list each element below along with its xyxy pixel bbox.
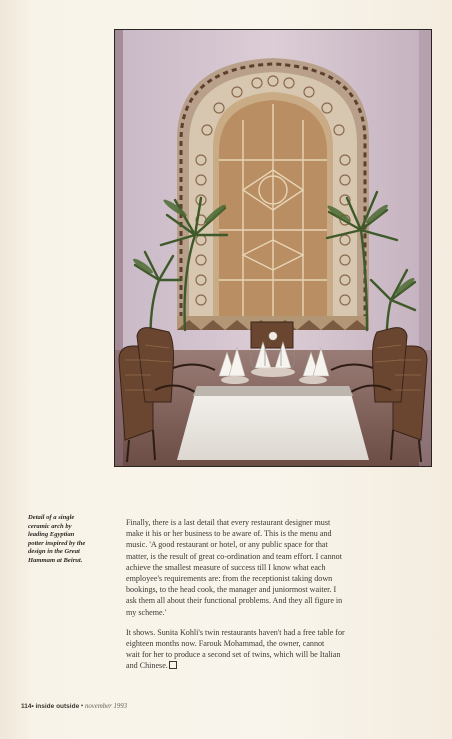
article-paragraph <box>126 517 406 618</box>
text-line: Finally, there is a last detail that every restaurant designer must <box>126 518 331 527</box>
restaurant-photo <box>114 29 432 467</box>
text-line <box>126 660 406 671</box>
text-line: It shows. Sunita Kohli's twin restaurants haven't had a free table for <box>126 627 345 637</box>
text-line: matter, is the result of great co-ordination and team effort. I cannot <box>126 551 342 561</box>
footer-separator: • <box>80 703 84 710</box>
page-footer <box>21 703 127 710</box>
text-line: employee's requirements are: from the receptionist taking down <box>126 574 333 584</box>
page-number: 114 <box>21 703 32 710</box>
caption-line: design in the Great <box>28 548 80 556</box>
issue-date: november 1993 <box>84 703 128 710</box>
text-line: wait for her to produce a second set of twins, which will be Italian <box>126 650 341 660</box>
text-line: bookings, to the head cook, the manager and juniormost waiter. I <box>126 585 337 595</box>
last-line-text: and Chinese. <box>126 661 168 671</box>
footer-separator: • <box>31 703 34 710</box>
caption-line: ceramic arch by <box>28 522 72 530</box>
text-line: my scheme.' <box>126 607 167 617</box>
text-line: make it his or her business to be aware of. This is the menu and <box>126 529 332 539</box>
caption-line: potter inspired by the <box>28 539 86 547</box>
text-line: eighteen months now. Farouk Mohammad, the owner, cannot <box>126 639 325 649</box>
article-body <box>126 517 406 672</box>
caption-line: Detail of a single <box>28 514 75 521</box>
text-line: achieve the smallest measure of success till I know what each <box>126 562 326 572</box>
caption-line: leading Egyptian <box>28 531 75 539</box>
caption-line: Hammam at Beirut. <box>28 556 83 564</box>
text-line: music. 'A good restaurant or hotel, or any public space for that <box>126 540 328 550</box>
photo-caption <box>28 514 116 566</box>
end-of-article-mark-icon <box>169 661 177 669</box>
text-line: ask them all about their functional problems. And they all figure in <box>126 596 343 606</box>
publication-name: inside outside <box>35 703 80 710</box>
article-paragraph <box>126 627 406 672</box>
